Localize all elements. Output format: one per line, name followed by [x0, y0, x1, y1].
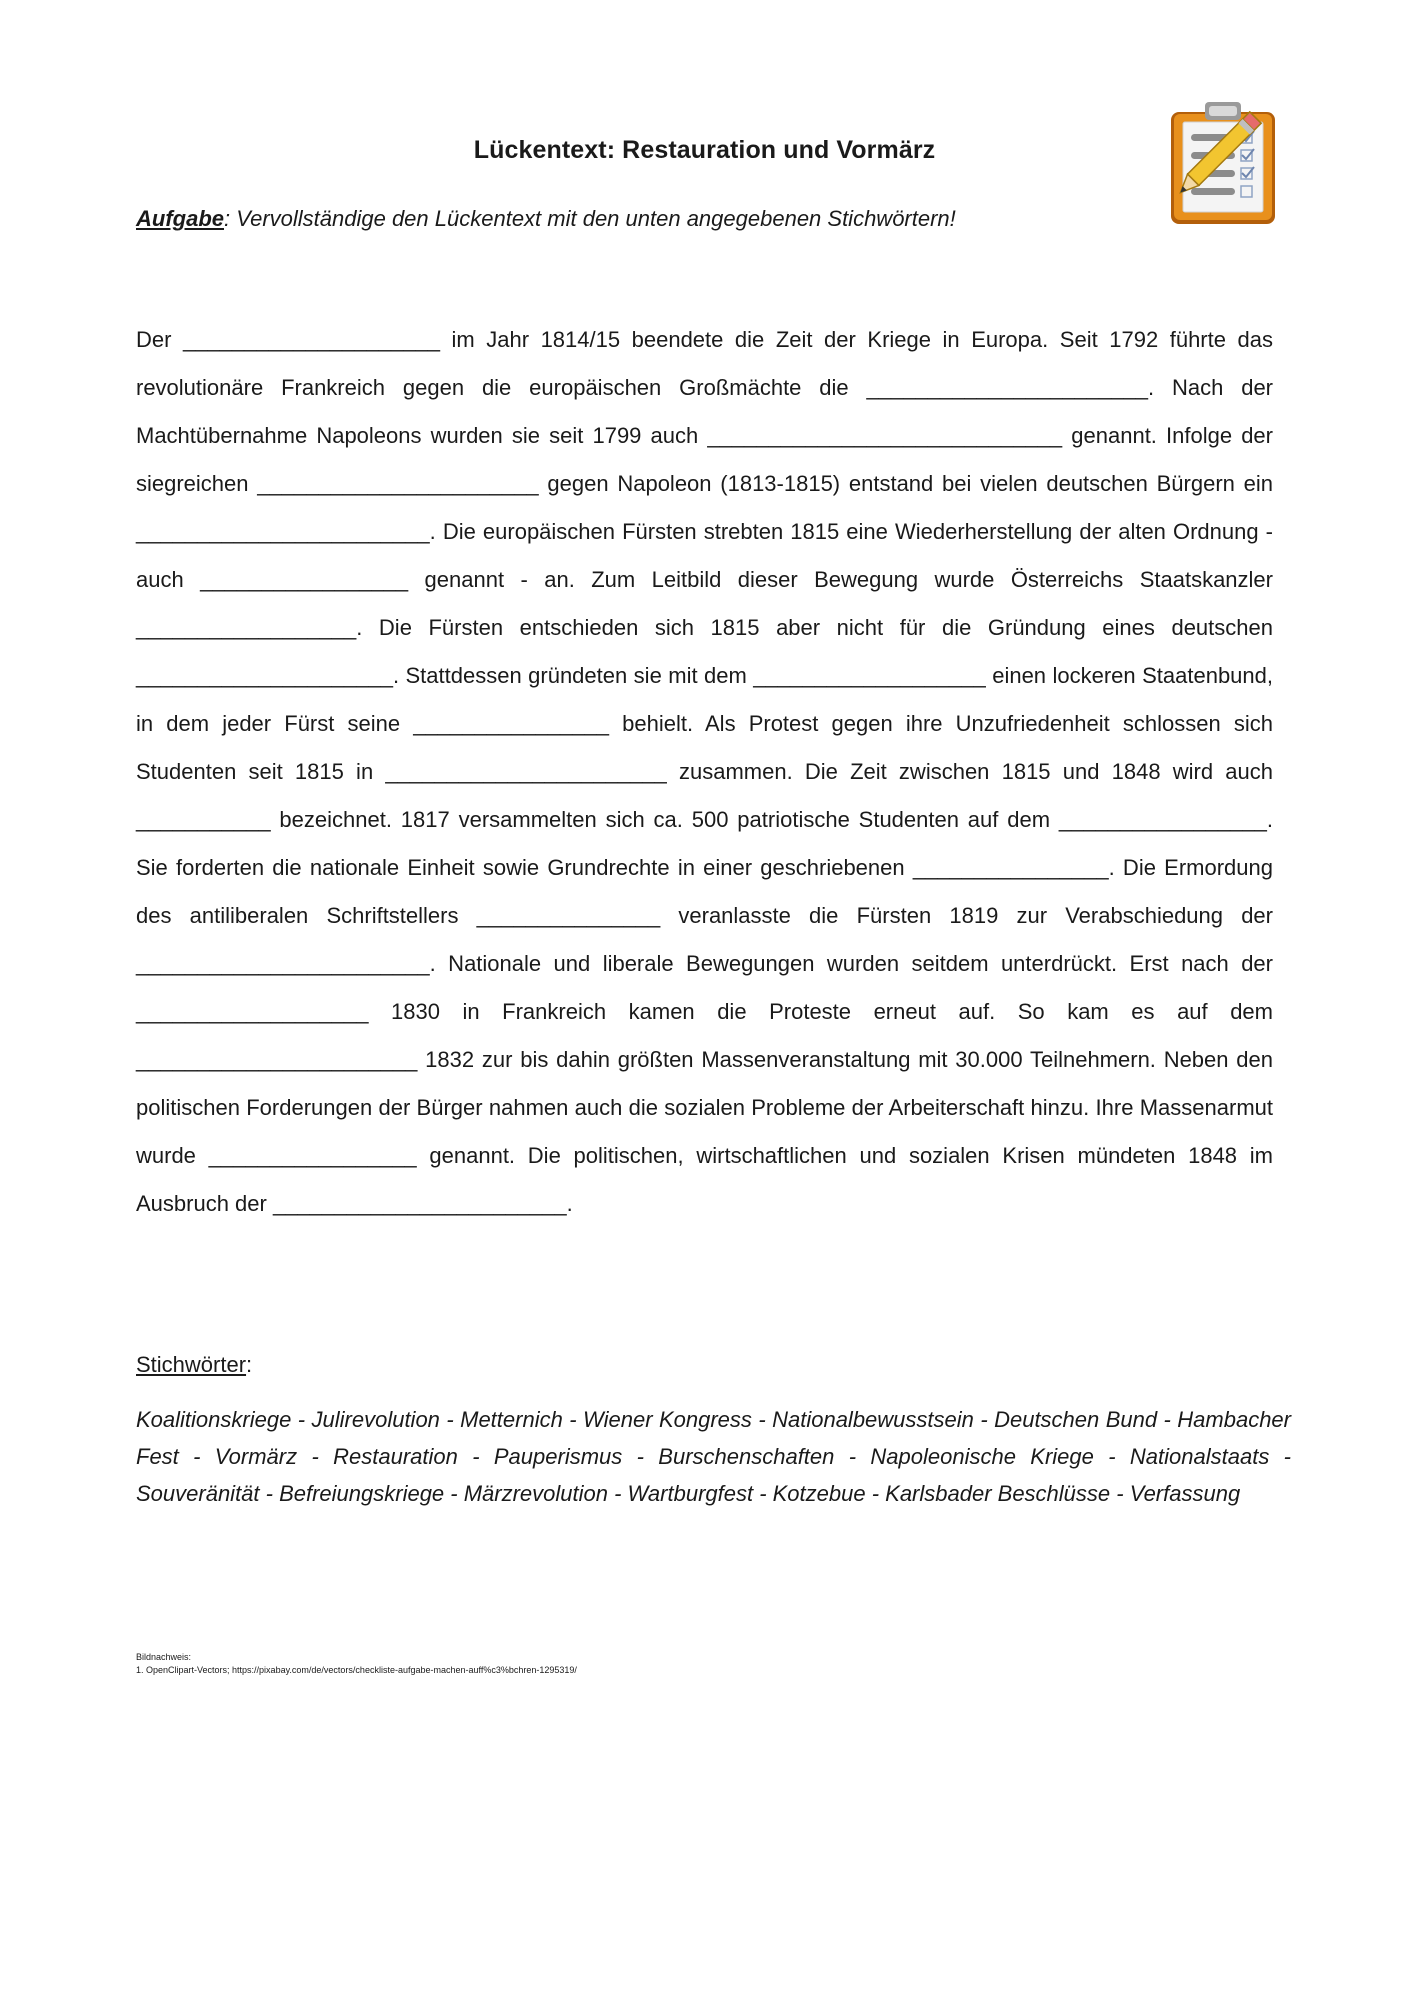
keywords-heading-colon: :: [246, 1352, 253, 1377]
task-instruction: [136, 206, 1136, 232]
cloze-text: Der _____________________ im Jahr 1814/15 beendete die Zeit der Kriege in Europa. Seit 1792 führte das revolutionäre Frankreich gegen die europäischen Großmächte die _______________________. Nach der Machtübernahme Napoleons wurden sie seit 1799 auch _____________________________ genannt. Infolge der siegreichen _______________________ gegen Napoleon (1813-1815) entstand bei vielen deutschen Bürgern ein ________________________. Die europäischen Fürsten strebten 1815 eine Wiederherstellung der alten Ordnung - auch _________________ genannt - an. Zum Leitbild dieser Bewegung wurde Österreichs Staatskanzler __________________. Die Fürsten entschieden sich 1815 aber nicht für die Gründung eines deutschen _____________________. Stattdessen gründeten sie mit dem ___________________ einen lockeren Staatenbund, in dem jeder Fürst seine ________________ behielt. Als Protest gegen ihre Unzufriedenheit schlossen sich Studenten seit 1815 in _______________________ zusammen. Die Zeit zwischen 1815 und 1848 wird auch ___________ bezeichnet. 1817 versammelten sich ca. 500 patriotische Studenten auf dem _________________. Sie forderten die nationale Einheit sowie Grundrechte in einer geschriebenen ________________. Die Ermordung des antiliberalen Schriftstellers _______________ veranlasste die Fürsten 1819 zur Verabschiedung der ________________________. Nationale und liberale Bewegungen wurden seitdem unterdrückt. Erst nach der ___________________ 1830 in Frankreich kamen die Proteste erneut auf. So kam es auf dem _______________________ 1832 zur bis dahin größten Massenveranstaltung mit 30.000 Teilnehmern. Neben den politischen Forderungen der Bürger nahmen auch die sozialen Probleme der Arbeiterschaft hinzu. Ihre Massenarmut wurde _________________ genannt. Die politischen, wirtschaftlichen und sozialen Krisen mündeten 1848 im Ausbruch der ________________________.: [136, 327, 1273, 1216]
task-text: : Vervollständige den Lückentext mit den unten angegebenen Stichwörtern!: [224, 206, 956, 231]
task-label: Aufgabe: [136, 206, 224, 231]
page-title: Lückentext: Restauration und Vormärz: [473, 136, 936, 164]
keywords-heading-label: Stichwörter: [136, 1352, 247, 1377]
keywords-list: Koalitionskriege - Julirevolution - Metternich - Wiener Kongress - Nationalbewusstsein - Deutschen Bund - Hambacher Fest - Vormärz - Restauration - Pauperismus - Burschenschaften - Napoleonische Kriege - Nationalstaats - Souveränität - Befreiungskriege - Märzrevolution - Wartburgfest - Kotzebue - Karlsbader Beschlüsse - Verfassung: [136, 1407, 1291, 1506]
image-credit-line: 1. OpenClipart-Vectors; https://pixabay.com/de/vectors/checkliste-aufgabe-machen-auff%c3%bchren-1295319/: [136, 1665, 577, 1675]
image-credit-heading: Bildnachweis:: [136, 1652, 192, 1662]
keywords-heading: [136, 1352, 252, 1378]
clipboard-checklist-pencil-icon: [1163, 100, 1281, 228]
